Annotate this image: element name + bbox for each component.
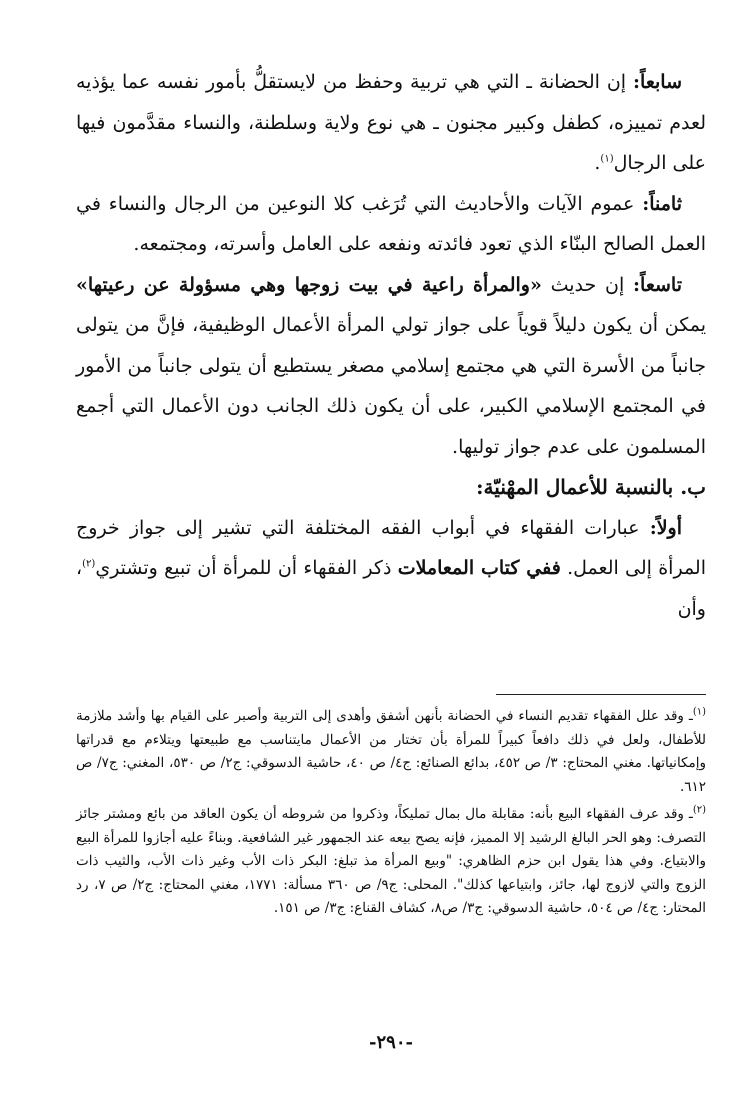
footnote-text: ـ وقد علل الفقهاء تقديم النساء في الحضانة بأنهن أشفق وأهدى إلى التربية وأصبر على القيام بها وأشد ملازمة للأطفال، ولعل في ذلك دافعاً كبيراً للمرأة بأن تختار من الأعمال مايتناسب مع طبيعتها ويتلاءم مع قدراتها وإمكانياتها. مغني المحتاج: ٣/ ص ٤٥٢، بدائع الصنائع: ج٤/ ص ٤٠، حاشية الدسوقي: ج٢/ ص ٥٣٠، المغني: ج٧/ ص ٦١٢.	[76, 708, 707, 795]
paragraph-ninth	[76, 265, 706, 468]
footnotes	[76, 705, 706, 925]
footnote-reference: (٢)	[82, 558, 96, 570]
paragraph-tail: ، وأن	[76, 557, 706, 620]
hadith-quote: «والمرأة راعية في بيت زوجها وهي مسؤولة عن رعيتها»	[76, 273, 542, 296]
paragraph-first	[76, 508, 706, 630]
paragraph-body: إن الحضانة ـ التي هي تربية وحفظ من لايستقلُّ بأمور نفسه عما يؤذيه لعدم تمييزه، كطفل وكبير مجنون ـ هي نوع ولاية وسلطنة، والنساء مقدَّمون فيها على الرجال	[76, 71, 706, 174]
paragraph-lead: تاسعاً:	[633, 273, 683, 296]
footnote-2	[76, 803, 706, 921]
footnote-1	[76, 705, 706, 799]
paragraph-seventh	[76, 62, 706, 184]
paragraph-lead: أولاً:	[649, 516, 682, 539]
paragraph-lead: ثامناً:	[642, 192, 682, 215]
paragraph-body: عموم الآيات والأحاديث التي تُرَغب كلا النوعين من الرجال والنساء في العمل الصالح البنّاء الذي تعود فائدته ونفعه على العامل وأسرته، ومجتمعه.	[76, 192, 706, 255]
footnote-reference: (١)	[600, 153, 614, 165]
footnote-mark: (١)	[692, 706, 706, 718]
footnote-mark: (٢)	[692, 804, 706, 816]
paragraph-eighth	[76, 184, 706, 265]
paragraph-pre: إن حديث	[541, 273, 634, 296]
paragraph-body-cont: ذكر الفقهاء أن للمرأة أن تبيع وتشتري	[95, 557, 398, 579]
paragraph-lead: سابعاً:	[633, 71, 682, 93]
paragraph-body: يمكن أن يكون دليلاً قوياً على جواز تولي المرأة الأعمال الوظيفية، فإنَّ من يتولى جانباً من الأسرة التي هي مجتمع إسلامي مصغر يستطيع أن يتولى جانباً من الأمور في المجتمع الإسلامي الكبير، على أن يكون ذلك الجانب دون الأعمال التي أجمع المسلمون على عدم جواز توليها.	[76, 314, 706, 458]
paragraph-tail: .	[594, 152, 601, 174]
footnote-text: ـ وقد عرف الفقهاء البيع بأنه: مقابلة مال بمال تمليكاً، وذكروا من شروطه أن يكون العاقد من بائع ومشتر جائز التصرف: وهو الحر البالغ الرشيد إلا المميز، فإنه يصح بيعه عند الجمهور غير الشافعية. وبناءً عليه أجازوا للمرأة البيع والابتياع. وفي هذا يقول ابن حزم الظاهري: "وبيع المرأة مذ تبلغ: البكر ذات الأب وغير ذات الأب، والثيب ذات الزوج والتي لازوج لها، جائز، وابتياعها كذلك". المحلى: ج٩/ ص ٣٦٠ مسألة: ١٧٧١، مغني المحتاج: ج٢/ ص ٧، رد المحتار: ج٤/ ص ٥٠٤، حاشية الدسوقي: ج٣/ ص٨، كشاف القناع: ج٣/ ص ١٥١.	[76, 806, 707, 916]
page-number: -٢٩٠-	[369, 1032, 413, 1053]
bold-phrase: ففي كتاب المعاملات	[397, 557, 561, 579]
document-page	[76, 62, 707, 1053]
paragraph-body: عبارات الفقهاء في أبواب الفقه المختلفة التي تشير إلى جواز خروج المرأة إلى العمل.	[76, 516, 707, 579]
footnote-divider	[496, 694, 706, 695]
main-text	[76, 62, 706, 629]
section-heading: ب. بالنسبة للأعمال المهْنيّة:	[476, 475, 706, 499]
